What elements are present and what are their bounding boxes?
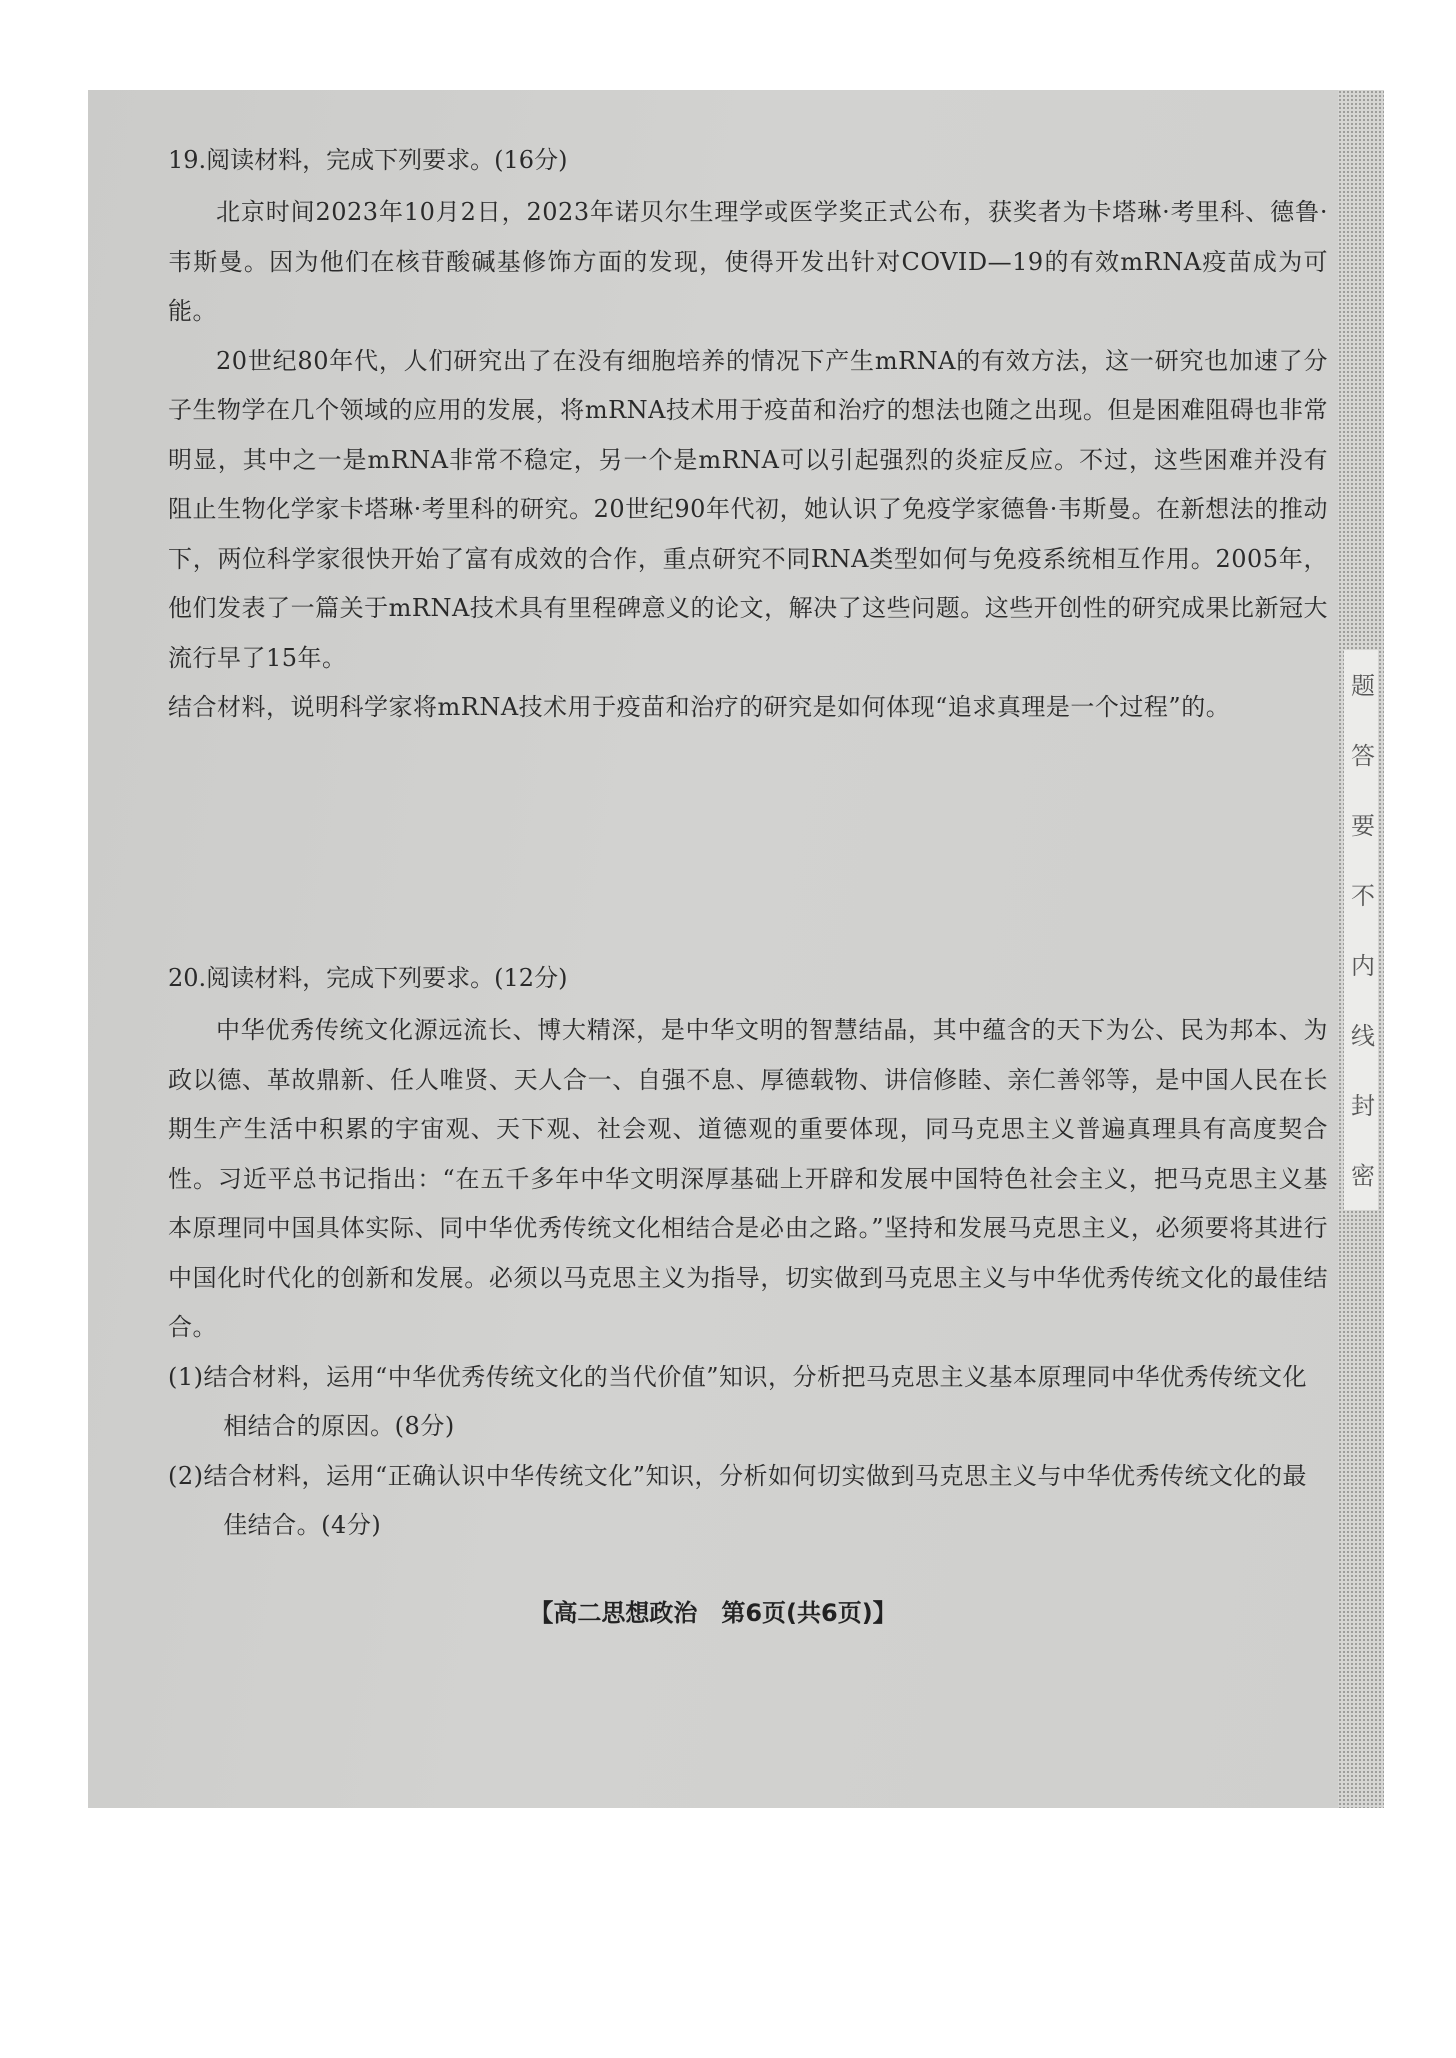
binding-char: 内 bbox=[1346, 953, 1375, 977]
question-20-paragraph: 中华优秀传统文化源远流长、博大精深，是中华文明的智慧结晶，其中蕴含的天下为公、民为邦本、为政以德、革故鼎新、任人唯贤、天人合一、自强不息、厚德载物、讲信修睦、亲仁善邻等，是中国人民在长期生产生活中积累的宇宙观、天下观、社会观、道德观的重要体现，同马克思主义普遍真理具有高度契合性。习近平总书记指出：“在五千多年中华文明深厚基础上开辟和发展中国特色社会主义，把马克思主义基本原理同中国具体实际、同中华优秀传统文化相结合是必由之路。”坚持和发展马克思主义，必须要将其进行中国化时代化的创新和发展。必须以马克思主义为指导，切实做到马克思主义与中华优秀传统文化的最佳结合。 bbox=[168, 1016, 1328, 1341]
binding-char: 不 bbox=[1346, 883, 1375, 907]
binding-char: 密 bbox=[1346, 1163, 1375, 1187]
binding-char: 题 bbox=[1346, 673, 1375, 697]
binding-char: 答 bbox=[1346, 743, 1375, 767]
binding-char: 要 bbox=[1346, 813, 1375, 837]
question-19-prompt: 结合材料，说明科学家将mRNA技术用于疫苗和治疗的研究是如何体现“追求真理是一个过程”的。 bbox=[168, 693, 1231, 721]
question-19-paragraph-2: 20世纪80年代，人们研究出了在没有细胞培养的情况下产生mRNA的有效方法，这一研究也加速了分子生物学在几个领域的应用的发展，将mRNA技术用于疫苗和治疗的想法也随之出现。但是困难阻碍也非常明显，其中之一是mRNA非常不稳定，另一个是mRNA可以引起强烈的炎症反应。不过，这些困难并没有阻止生物化学家卡塔琳·考里科的研究。20世纪90年代初，她认识了免疫学家德鲁·韦斯曼。在新想法的推动下，两位科学家很快开始了富有成效的合作，重点研究不同RNA类型如何与免疫系统相互作用。2005年，他们发表了一篇关于mRNA技术具有里程碑意义的论文，解决了这些问题。这些开创性的研究成果比新冠大流行早了15年。 bbox=[168, 346, 1328, 672]
question-20 bbox=[168, 958, 1328, 1551]
binding-char: 线 bbox=[1346, 1023, 1375, 1047]
exam-paper bbox=[88, 90, 1338, 1808]
scanned-page bbox=[88, 90, 1384, 1808]
question-20-sub-2: (2)结合材料，运用“正确认识中华传统文化”知识，分析如何切实做到马克思主义与中华优秀传统文化的最佳结合。(4分) bbox=[168, 1461, 1308, 1539]
question-19-heading: 19.阅读材料，完成下列要求。(16分) bbox=[168, 146, 568, 174]
binding-strip bbox=[1338, 90, 1384, 1808]
question-20-sub-1: (1)结合材料，运用“中华优秀传统文化的当代价值”知识，分析把马克思主义基本原理同中华优秀传统文化相结合的原因。(8分) bbox=[168, 1362, 1308, 1440]
binding-char: 封 bbox=[1346, 1093, 1375, 1117]
page-footer: 【高二思想政治 第6页(共6页)】 bbox=[529, 1599, 897, 1627]
question-19-paragraph-1: 北京时间2023年10月2日，2023年诺贝尔生理学或医学奖正式公布，获奖者为卡塔琳·考里科、德鲁·韦斯曼。因为他们在核苷酸碱基修饰方面的发现，使得开发出针对COVID—19的有效mRNA疫苗成为可能。 bbox=[168, 198, 1328, 325]
binding-band bbox=[1344, 650, 1378, 1210]
question-19 bbox=[168, 140, 1328, 733]
question-20-heading: 20.阅读材料，完成下列要求。(12分) bbox=[168, 964, 568, 992]
